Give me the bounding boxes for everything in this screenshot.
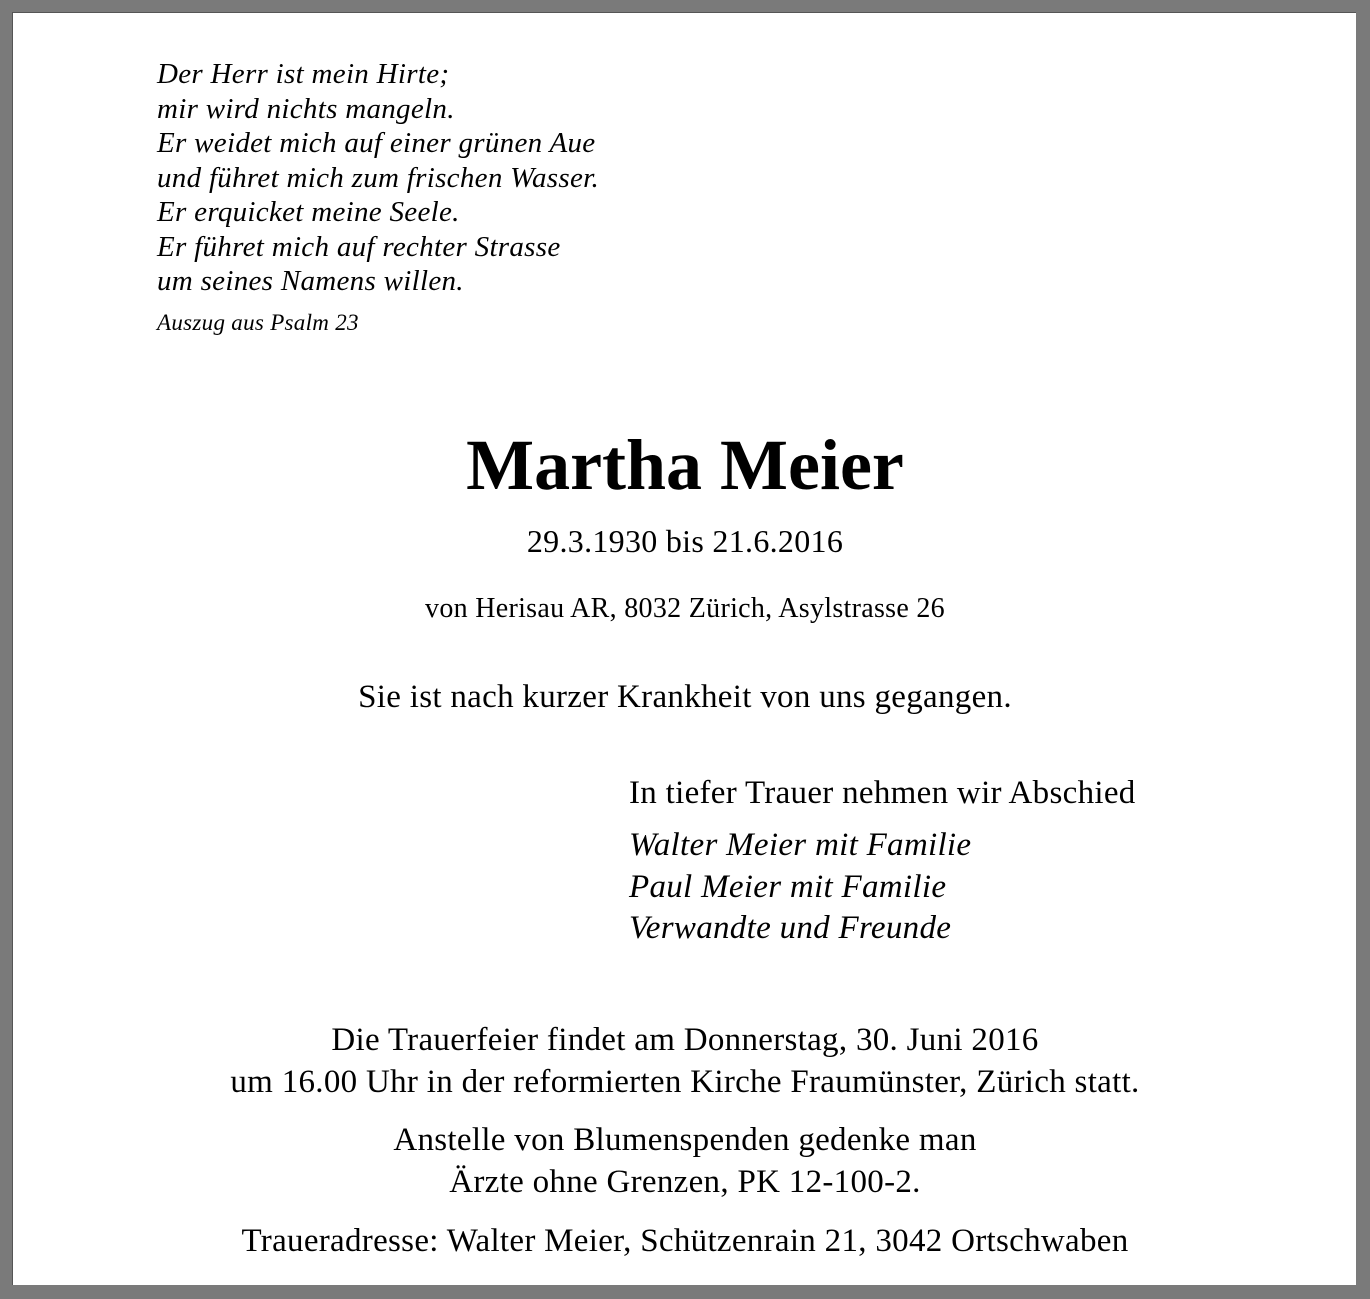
death-message: Sie ist nach kurzer Krankheit von uns gegangen. (358, 679, 1012, 715)
mourners-intro: In tiefer Trauer nehmen wir Abschied (629, 775, 1136, 811)
psalm-line: Der Herr ist mein Hirte; (157, 58, 450, 90)
donation-info (13, 1119, 1357, 1203)
service-line: Die Trauerfeier findet am Donnerstag, 30. Juni 2016 (331, 1022, 1039, 1058)
mourner-name: Verwandte und Freunde (629, 910, 952, 946)
psalm-line: und führet mich zum frischen Wasser. (157, 161, 600, 194)
obituary-notice (12, 12, 1356, 1285)
psalm-line: Er erquicket meine Seele. (157, 196, 460, 228)
psalm-source: Auszug aus Psalm 23 (157, 310, 359, 335)
psalm-line: mir wird nichts mangeln. (157, 92, 455, 125)
origin-address: von Herisau AR, 8032 Zürich, Asylstrasse 26 (425, 593, 945, 624)
psalm-line: Er weidet mich auf einer grünen Aue (157, 127, 596, 159)
psalm-line: um seines Namens willen. (157, 265, 464, 297)
funeral-service-info (13, 1019, 1357, 1103)
mourners-block (629, 773, 1136, 950)
life-dates: 29.3.1930 bis 21.6.2016 (526, 523, 844, 559)
mourner-name: Paul Meier mit Familie (629, 868, 947, 905)
service-line: um 16.00 Uhr in der reformierten Kirche Fraumünster, Zürich statt. (230, 1064, 1140, 1100)
mourner-name: Walter Meier mit Familie (629, 827, 972, 863)
donation-line: Anstelle von Blumenspenden gedenke man (393, 1122, 977, 1158)
deceased-name: Martha Meier (466, 425, 904, 505)
donation-line: Ärzte ohne Grenzen, PK 12-100-2. (449, 1164, 921, 1200)
mourning-address: Traueradresse: Walter Meier, Schützenrain 21, 3042 Ortschwaben (241, 1223, 1129, 1259)
psalm-quote (157, 57, 599, 299)
psalm-line: Er führet mich auf rechter Strasse (157, 230, 561, 263)
